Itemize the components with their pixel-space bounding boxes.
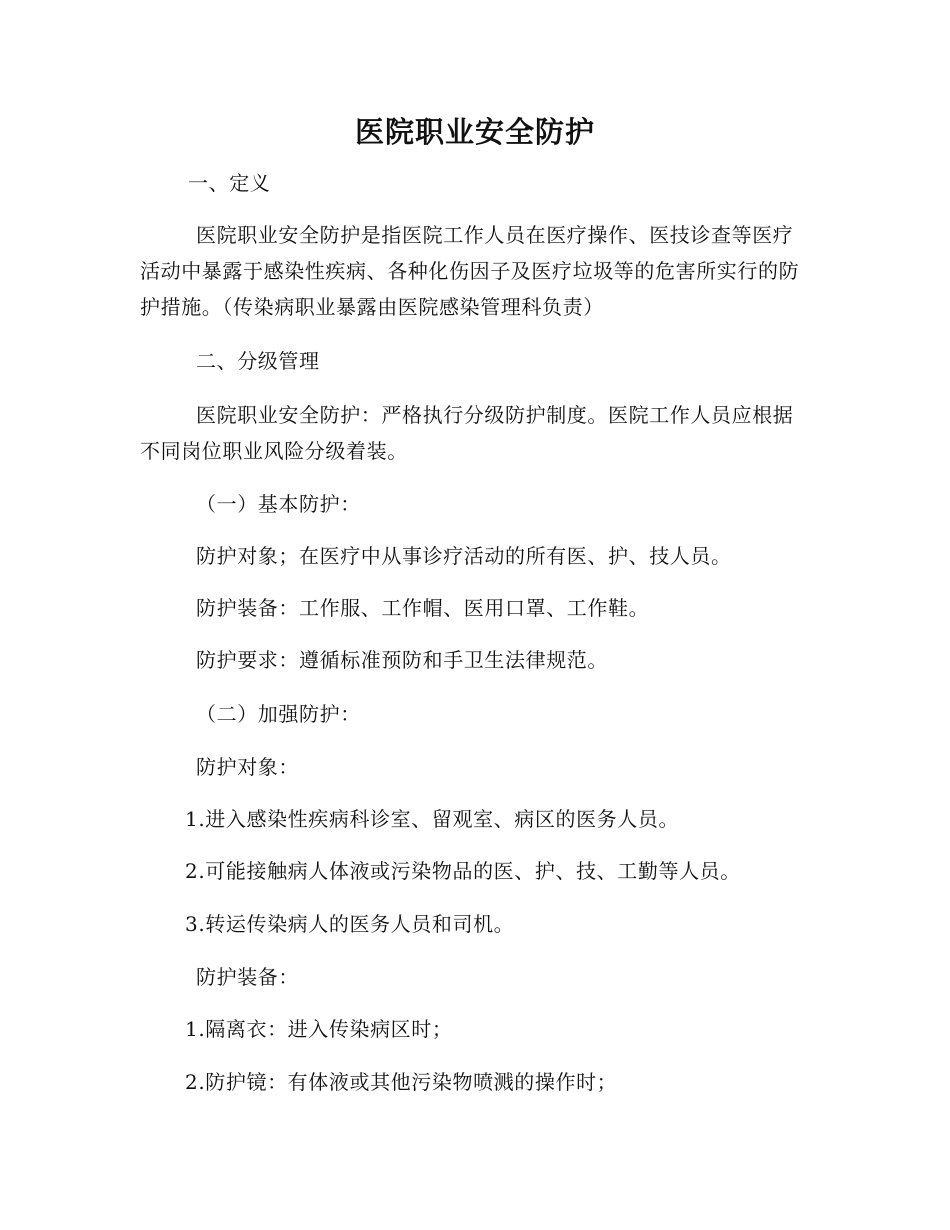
list-item: 2.防护镜：有体液或其他污染物喷溅的操作时； bbox=[185, 1070, 618, 1094]
list-item: 3.转运传染病人的医务人员和司机。 bbox=[185, 912, 515, 936]
enhanced-equipment-label: 防护装备： bbox=[196, 965, 299, 989]
basic-protection-requirement: 防护要求：遵循标准预防和手卫生法律规范。 bbox=[196, 648, 608, 672]
basic-protection-heading: （一）基本防护： bbox=[196, 492, 361, 516]
enhanced-target-label: 防护对象： bbox=[196, 755, 299, 779]
list-item: 2.可能接触病人体液或污染物品的医、护、技、工勤等人员。 bbox=[185, 859, 741, 883]
list-item: 1.进入感染性疾病科诊室、留观室、病区的医务人员。 bbox=[185, 807, 680, 831]
grading-paragraph: 医院职业安全防护：严格执行分级防护制度。医院工作人员应根据不同岗位职业风险分级着装。 bbox=[140, 403, 794, 463]
document-title: 医院职业安全防护 bbox=[354, 115, 595, 149]
enhanced-protection-heading: （二）加强防护： bbox=[196, 702, 361, 726]
list-item: 1.隔离衣：进入传染病区时； bbox=[185, 1017, 453, 1041]
section-heading-definition: 一、定义 bbox=[188, 171, 271, 195]
section-heading-grading: 二、分级管理 bbox=[196, 349, 320, 373]
basic-protection-equipment: 防护装备：工作服、工作帽、医用口罩、工作鞋。 bbox=[196, 596, 650, 620]
definition-paragraph: 医院职业安全防护是指医院工作人员在医疗操作、医技诊查等医疗活动中暴露于感染性疾病、各种化伤因子及医疗垃圾等的危害所实行的防护措施。（传染病职业暴露由医院感染管理科负责） bbox=[140, 223, 800, 319]
basic-protection-target: 防护对象；在医疗中从事诊疗活动的所有医、护、技人员。 bbox=[196, 544, 732, 568]
